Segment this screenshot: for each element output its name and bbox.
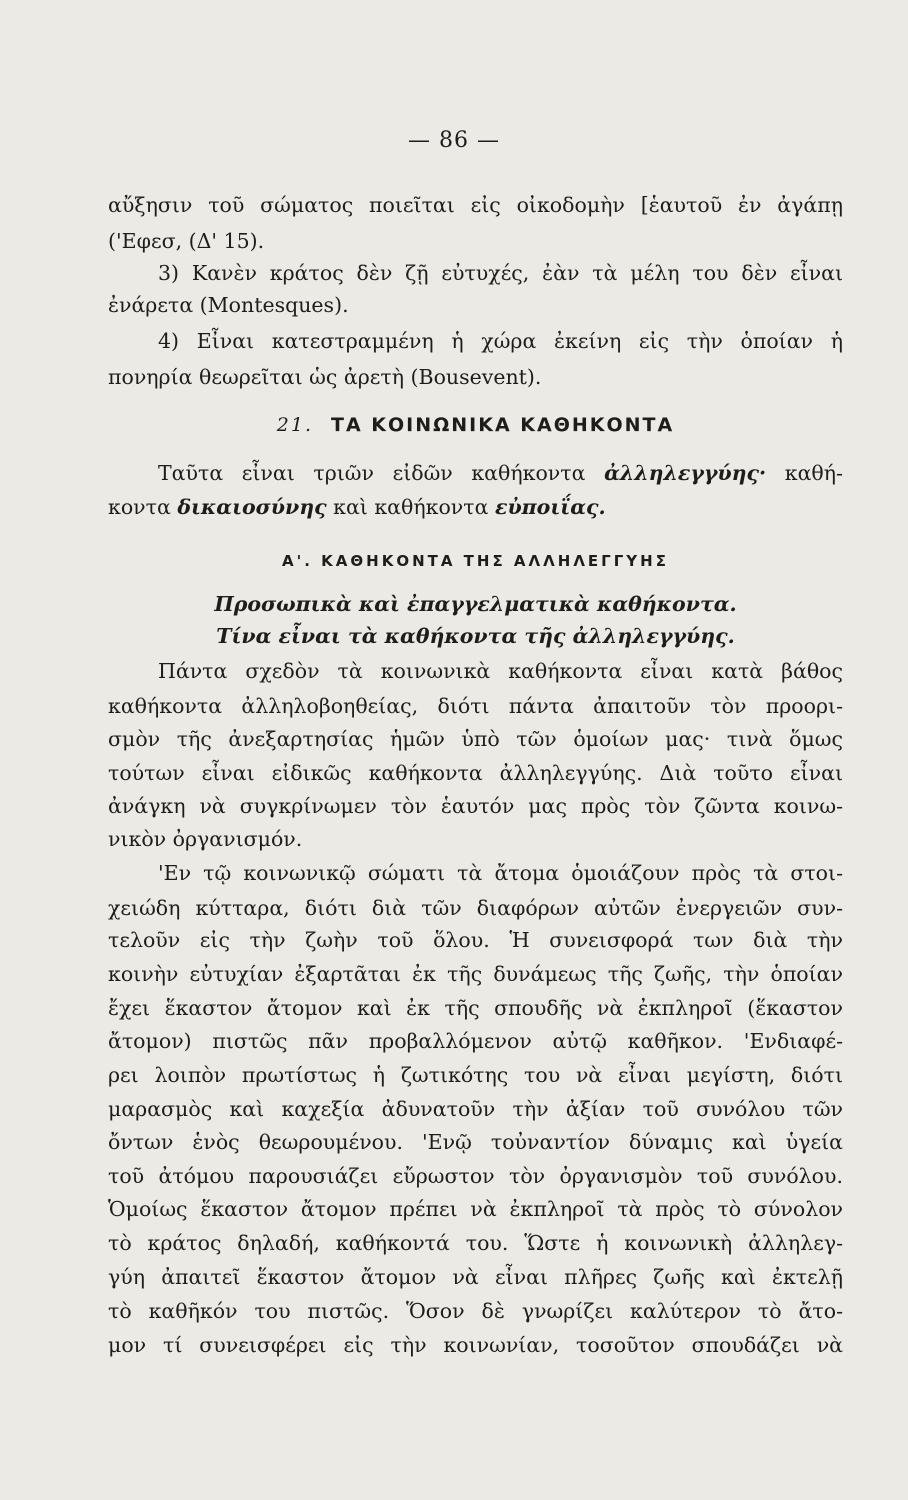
- body-line: πονηρία θεωρεῖται ὡς ἀρετὴ (Bousevent).: [108, 365, 542, 389]
- body-line: ἄτομον) πιστῶς πᾶν προβαλλόμενον αὐτῷ καθῆκον. 'Ενδιαφέ-: [108, 1029, 843, 1053]
- body-line: χειώδη κύτταρα, διότι διὰ τῶν διαφόρων αὐτῶν ἐνεργειῶν συν-: [108, 896, 843, 920]
- body-line: σμὸν τῆς ἀνεξαρτησίας ἡμῶν ὑπὸ τῶν ὁμοίων μας· τινὰ ὅμως: [108, 727, 843, 751]
- page-number: — 86 —: [408, 128, 500, 153]
- body-line: 3) Κανὲν κράτος δὲν ζῇ εὐτυχές, ἐὰν τὰ μέλη του δὲν εἶναι: [158, 261, 843, 285]
- body-line: αὔξησιν τοῦ σώματος ποιεῖται εἰς οἰκοδομὴν [ἑαυτοῦ ἐν ἀγάπῃ: [108, 193, 843, 217]
- body-line: κοινὴν εὐτυχίαν ἐξαρτᾶται ἐκ τῆς δυνάμεως τῆς ζωῆς, τὴν ὁποίαν: [108, 962, 843, 986]
- intro-text: κοντα: [108, 495, 171, 519]
- body-line: ἔχει ἕκαστον ἄτομον καὶ ἐκ τῆς σπουδῆς νὰ ἐκπληροῖ (ἕκαστον: [108, 996, 843, 1020]
- body-line: τοῦ ἀτόμου παρουσιάζει εὔρωστον τὸν ὀργανισμὸν τοῦ συνόλου.: [108, 1164, 843, 1188]
- body-line: 4) Εἶναι κατεστραμμένη ἡ χώρα ἐκείνη εἰς τὴν ὁποίαν ἡ: [158, 329, 843, 353]
- intro-emphasis: εὐποιΐας.: [494, 495, 606, 519]
- intro-emphasis: ἀλληλεγγύης·: [604, 461, 767, 485]
- intro-text: καθή-: [784, 461, 843, 485]
- section-number: 21.: [276, 414, 313, 436]
- body-line: τελοῦν εἰς τὴν ζωὴν τοῦ ὅλου. Ἡ συνεισφορά των διὰ τὴν: [108, 928, 843, 952]
- intro-emphasis: δικαιοσύνης: [177, 495, 327, 519]
- text-block: [108, 0, 843, 1500]
- body-line: ('Εφεσ, (Δ' 15).: [108, 229, 265, 253]
- body-line: τούτων εἶναι εἰδικῶς καθήκοντα ἀλληλεγγύης. Διὰ τοῦτο εἶναι: [108, 761, 843, 785]
- body-line: Πάντα σχεδὸν τὰ κοινωνικὰ καθήκοντα εἶναι κατὰ βάθος: [158, 659, 843, 683]
- body-line: ὄντων ἑνὸς θεωρουμένου. 'Ενῷ τοὐναντίον δύναμις καὶ ὑγεία: [108, 1130, 843, 1154]
- body-line: ἀνάγκη νὰ συγκρίνωμεν τὸν ἑαυτόν μας πρὸς τὸν ζῶντα κοινω-: [108, 794, 843, 818]
- body-line: μον τί συνεισφέρει εἰς τὴν κοινωνίαν, τοσοῦτον σπουδάζει νὰ: [108, 1333, 843, 1357]
- intro-line-1: [108, 458, 843, 488]
- intro-line-2: [108, 492, 843, 522]
- body-line: μαρασμὸς καὶ καχεξία ἀδυνατοῦν τὴν ἀξίαν τοῦ συνόλου τῶν: [108, 1097, 843, 1121]
- body-line: τὸ κράτος δηλαδή, καθήκοντά του. Ὥστε ἡ κοινωνικὴ ἀλληλεγ-: [108, 1231, 843, 1255]
- intro-text: Ταῦτα εἶναι τριῶν εἰδῶν καθήκοντα: [158, 461, 586, 485]
- section-heading: [108, 414, 843, 436]
- body-line: καθήκοντα ἀλληλοβοηθείας, διότι πάντα ἀπαιτοῦν τὸν προορι-: [108, 694, 843, 718]
- section-title: ΤΑ ΚΟΙΝΩΝΙΚΑ ΚΑΘΗΚΟΝΤΑ: [331, 414, 675, 436]
- italic-heading-2: Τίνα εἶναι τὰ καθήκοντα τῆς ἀλληλεγγύης.: [216, 624, 735, 648]
- body-line: ἐνάρετα (Montesques).: [108, 293, 349, 317]
- body-line: ρει λοιπὸν πρωτίστως ἡ ζωτικότης του νὰ εἶναι μεγίστη, διότι: [108, 1063, 843, 1087]
- body-line: τὸ καθῆκόν του πιστῶς. Ὅσον δὲ γνωρίζει καλύτερον τὸ ἄτο-: [108, 1299, 843, 1323]
- subsection-heading: Α'. ΚΑΘΗΚΟΝΤΑ ΤΗΣ ΑΛΛΗΛΕΓΓΥΗΣ: [282, 552, 669, 570]
- body-line: Ὁμοίως ἕκαστον ἄτομον πρέπει νὰ ἐκπληροῖ τὰ πρὸς τὸ σύνολον: [108, 1197, 843, 1221]
- italic-heading-1: Προσωπικὰ καὶ ἐπαγγελματικὰ καθήκοντα.: [214, 592, 737, 616]
- body-line: νικὸν ὀργανισμόν.: [108, 827, 303, 851]
- body-line: γύη ἀπαιτεῖ ἕκαστον ἄτομον νὰ εἶναι πλῆρες ζωῆς καὶ ἐκτελῇ: [108, 1265, 843, 1289]
- body-line: 'Εν τῷ κοινωνικῷ σώματι τὰ ἄτομα ὁμοιάζουν πρὸς τὰ στοι-: [158, 861, 843, 885]
- intro-text: καὶ καθήκοντα: [333, 495, 489, 519]
